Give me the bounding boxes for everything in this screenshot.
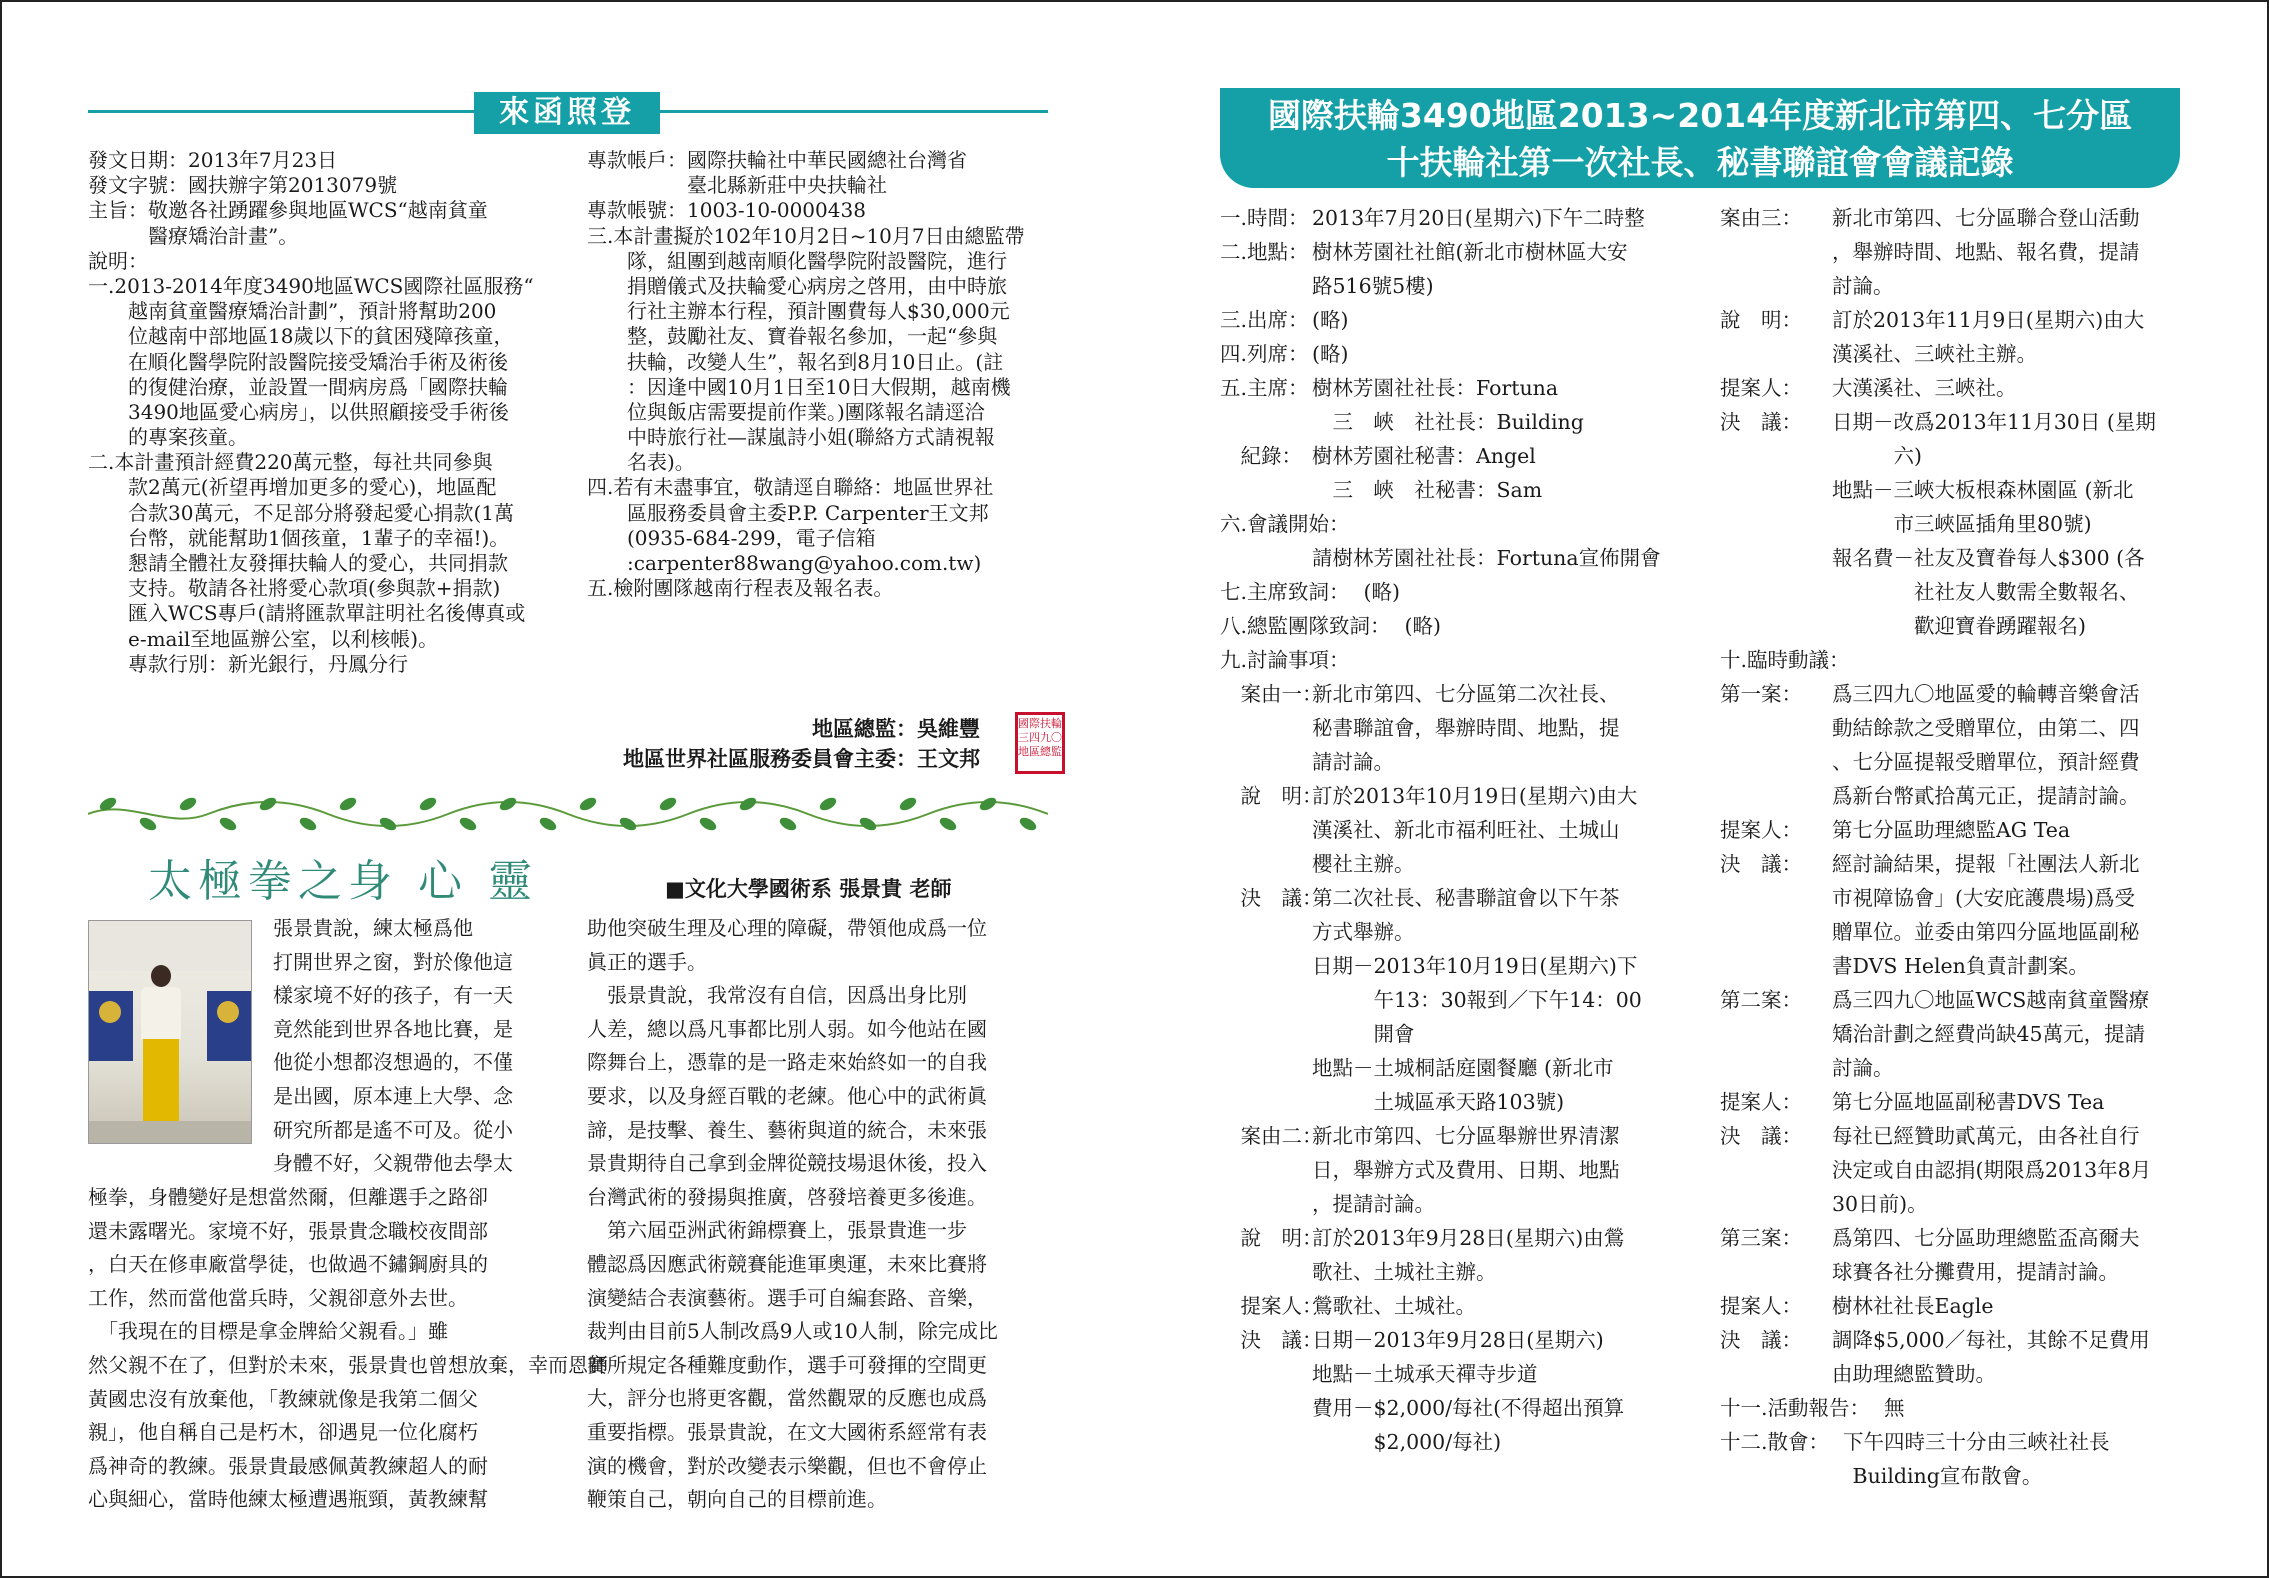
minutes-row-text: 費用－$2,000/每社(不得超出預算 (1312, 1396, 1625, 1420)
minutes-row-label: 決 議： (1720, 1124, 1802, 1148)
notice-line: 臺北縣新莊中央扶輪社 (587, 173, 887, 198)
article-line: 黃國忠沒有放棄他，「教練就像是我第二個父 (88, 1386, 478, 1411)
vine-leaf (498, 795, 519, 813)
article-line: 諦，是技擊、養生、藝術與道的統合，未來張 (587, 1117, 987, 1142)
notice-line: (0935-684-299，電子信箱 (587, 525, 876, 550)
minutes-row-label: 六.會議開始： (1220, 512, 1350, 536)
vine-leaf (978, 795, 999, 813)
minutes-row-label: 提案人： (1720, 818, 1802, 842)
notice-line: 合款30萬元，不足部分將發起愛心捐款(1萬 (88, 500, 514, 525)
minutes-row-label: 紀錄： (1220, 444, 1302, 468)
vine-leaf (458, 815, 479, 833)
vine-leaf (378, 815, 399, 833)
article-line: 重要指標。張景貴說，在文大國術系經常有表 (587, 1419, 987, 1444)
signature-governor: 地區總監：吳維豐 (812, 717, 980, 741)
notice-line: 發文字號：國扶辦字第2013079號 (88, 173, 398, 198)
notice-line: :carpenter88wang@yahoo.com.tw) (587, 551, 982, 575)
notice-line: 三.本計畫擬於102年10月2日~10月7日由總監帶 (587, 223, 1025, 248)
article-line: 「我現在的目標是拿金牌給父親看。」雖 (88, 1319, 448, 1344)
notice-line: 醫療矯治計畫”。 (88, 223, 299, 248)
article-line: 然父親不在了，但對於未來，張景貴也曾想放棄，幸而恩師 (88, 1352, 608, 1377)
minutes-row-label: 說 明： (1720, 308, 1802, 332)
vine-leaf (258, 795, 279, 813)
minutes-row-label: 提案人： (1720, 1294, 1802, 1318)
minutes-row-text: 鶯歌社、土城社。 (1312, 1294, 1476, 1318)
minutes-row-text: (略) (1404, 614, 1441, 638)
minutes-row-label: 決 議： (1220, 1328, 1323, 1352)
vine-leaf (418, 795, 439, 813)
minutes-row-text: 日期－2013年10月19日(星期六)下 (1312, 954, 1638, 978)
author-photo (88, 920, 252, 1144)
minutes-row-text: $2,000/每社) (1312, 1430, 1502, 1454)
minutes-row-text: 爲三四九〇地區WCS越南貧童醫療 (1832, 988, 2150, 1012)
minutes-row-text: 決定或自由認捐(期限爲2013年8月 (1832, 1158, 2152, 1182)
minutes-row-label: 提案人： (1720, 376, 1802, 400)
notice-line: e-mail至地區辦公室，以利核帳)。 (88, 626, 439, 651)
notice-column-2 (587, 148, 1025, 601)
article-column-1 (88, 1181, 608, 1517)
notice-line: 一.2013-2014年度3490地區WCS國際社區服務“ (88, 273, 534, 298)
minutes-row-text: 動結餘款之受贈單位，由第二、四 (1832, 716, 2140, 740)
minutes-row-text: 請討論。 (1312, 750, 1394, 774)
notice-line: 發文日期：2013年7月23日 (88, 148, 338, 172)
minutes-row-text: 由助理總監贊助。 (1832, 1362, 1996, 1386)
minutes-row-text: 地點－三峽大板根森林園區 (新北 (1832, 478, 2134, 502)
minutes-row-text: 日期－改爲2013年11月30日 (星期 (1832, 410, 2156, 434)
notice-line: 專款行別：新光銀行，丹鳳分行 (88, 651, 408, 676)
minutes-row-text: 第七分區地區副秘書DVS Tea (1832, 1090, 2105, 1114)
notice-line: 區服務委員會主委P.P. Carpenter王文邦 (587, 500, 989, 525)
article-line: 鞭策自己，朝向自己的目標前進。 (587, 1487, 887, 1512)
vine-leaf (898, 795, 919, 813)
minutes-row-text: 社社友人數需全數報名、 (1832, 580, 2140, 604)
article-line: 人差，總以爲凡事都比別人弱。如今他站在國 (587, 1016, 987, 1041)
minutes-row-label: 七.主席致詞： (1220, 580, 1350, 604)
notice-line: 匯入WCS專戶(請將匯款單註明社名後傳真或 (88, 601, 526, 626)
minutes-row-text: 日，舉辦方式及費用、日期、地點 (1312, 1158, 1620, 1182)
minutes-row-text: 訂於2013年11月9日(星期六)由大 (1832, 308, 2145, 332)
article-column-1-beside-photo (273, 912, 513, 1181)
notice-line: 二.本計畫預計經費220萬元整，每社共同參與 (88, 450, 493, 475)
article-line: 還未露曙光。家境不好，張景貴念職校夜間部 (88, 1218, 488, 1243)
minutes-row-text: 市視障協會」(大安庇護農場)爲受 (1832, 886, 2135, 910)
minutes-row-label: 九.討論事項： (1220, 648, 1350, 672)
vine-leaf (618, 815, 639, 833)
vine-leaf (538, 815, 559, 833)
vine-leaf (138, 815, 159, 833)
minutes-row-label: 十一.活動報告： (1720, 1396, 1871, 1420)
minutes-row-text: 歡迎寶眷踴躍報名) (1832, 614, 2086, 638)
minutes-row-text: ，舉辦時間、地點、報名費，提請 (1832, 240, 2140, 264)
signature-committee-chair: 地區世界社區服務委員會主委：王文邦 (623, 747, 980, 771)
minutes-row-text: 討論。 (1832, 274, 1894, 298)
minutes-row-text: 市三峽區插角里80號) (1832, 512, 2092, 536)
minutes-row-text: 六) (1832, 444, 1922, 468)
minutes-title-line-2: 十扶輪社第一次社長、秘書聯誼會會議記錄 (1386, 143, 2014, 182)
vine-leaf (298, 815, 319, 833)
minutes-row-label: 說 明： (1220, 784, 1323, 808)
article-line: 演的機會，對於改變表示樂觀，但也不會停止 (587, 1453, 987, 1478)
minutes-row-label: 案由一： (1220, 682, 1323, 706)
minutes-row-text: (略) (1363, 580, 1400, 604)
article-line: 竟然能到世界各地比賽，是 (273, 1016, 513, 1041)
minutes-row-text: 樹林社社長Eagle (1832, 1294, 1994, 1318)
minutes-row-text: 2013年7月20日(星期六)下午二時整 (1312, 206, 1645, 230)
article-line: 演變結合表演藝術。選手可自編套路、音樂， (587, 1285, 987, 1310)
minutes-row-text: 新北市第四、七分區聯合登山活動 (1832, 206, 2140, 230)
article-line: 第六屆亞洲武術錦標賽上，張景貴進一步 (587, 1218, 967, 1243)
notice-line: 的專案孩童。 (88, 425, 248, 450)
minutes-row-text: 漢溪社、新北市福利旺社、土城山 (1312, 818, 1620, 842)
article-title: 太極拳之身 心 靈 (148, 856, 538, 907)
vine-leaf (338, 795, 359, 813)
vine-leaf (218, 815, 239, 833)
article-line: 張景貴說，練太極爲他 (273, 916, 473, 940)
minutes-row-label: 決 議： (1720, 852, 1802, 876)
notice-line: 台幣，就能幫助1個孩童，1輩子的幸福!)。 (88, 525, 510, 550)
article-line: 助他突破生理及心理的障礙，帶領他成爲一位 (587, 916, 987, 940)
minutes-row-label: 提案人： (1220, 1294, 1323, 1318)
article-line: 張景貴說，我常沒有自信，因爲出身比別 (587, 983, 967, 1008)
notice-line: 名表)。 (587, 450, 695, 475)
minutes-row-label: 三.出席： (1220, 308, 1309, 332)
minutes-row-label: 四.列席： (1220, 342, 1309, 366)
minutes-row-text: 每社已經贊助貳萬元，由各社自行 (1832, 1124, 2140, 1148)
notice-line: 在順化醫學院附設醫院接受矯治手術及術後 (88, 349, 508, 374)
minutes-row-label: 十.臨時動議： (1720, 648, 1850, 672)
vine-leaf (818, 795, 839, 813)
minutes-row-text: 30日前)。 (1832, 1192, 1928, 1216)
minutes-row-text: 午13：30報到／下午14：00 (1312, 988, 1642, 1012)
minutes-title-line-1: 國際扶輪3490地區2013~2014年度新北市第四、七分區 (1267, 96, 2133, 135)
minutes-row-text: 訂於2013年9月28日(星期六)由鶯 (1312, 1226, 1625, 1250)
minutes-row-label: 案由三： (1720, 206, 1802, 230)
article-line: 賽所規定各種難度動作，選手可發揮的空間更 (587, 1352, 987, 1377)
minutes-row-label: 提案人： (1720, 1090, 1802, 1114)
vine-leaf (578, 795, 599, 813)
minutes-row-text: 樹林芳園社社長：Fortuna (1312, 376, 1559, 400)
vine-divider (88, 792, 1048, 836)
article-line: ，白天在修車廠當學徒，也做過不鏽鋼廚具的 (88, 1252, 488, 1277)
notice-line: 隊，組團到越南順化醫學院附設醫院，進行 (587, 248, 1007, 273)
minutes-row-text: 三 峽 社社長：Building (1312, 410, 1584, 434)
vine-leaf (858, 815, 879, 833)
minutes-row-text: 第七分區助理總監AG Tea (1832, 818, 2071, 842)
notice-header: 來函照登 (474, 92, 660, 134)
article-line: 眞正的選手。 (587, 949, 707, 974)
notice-line: 五.檢附團隊越南行程表及報名表。 (587, 576, 894, 601)
article-byline: ■文化大學國術系 張景貴 老師 (665, 877, 952, 901)
notice-line: 行社主辦本行程，預計團費每人$30,000元 (587, 299, 1010, 324)
official-seal: 國際扶輪 三四九〇 地區總監 (1015, 712, 1065, 774)
minutes-row-text: 大漢溪社、三峽社。 (1832, 376, 2017, 400)
minutes-row-label: 第二案： (1720, 988, 1802, 1012)
notice-line: 捐贈儀式及扶輪愛心病房之啓用，由中時旅 (587, 273, 1007, 298)
vine-leaf (698, 815, 719, 833)
notice-line: 四.若有未盡事宜，敬請逕自聯絡：地區世界社 (587, 475, 994, 500)
vine-leaf (178, 795, 199, 813)
minutes-row-text: 爲第四、七分區助理總監盃高爾夫 (1832, 1226, 2140, 1250)
minutes-row-text: 新北市第四、七分區舉辦世界清潔 (1312, 1124, 1620, 1148)
minutes-row-label: 十二.散會： (1720, 1430, 1830, 1454)
minutes-row-text: 球賽各社分攤費用，提請討論。 (1832, 1260, 2119, 1284)
minutes-row-label: 決 議： (1720, 1328, 1802, 1352)
notice-line: 位與飯店需要提前作業。)團隊報名請逕洽 (587, 399, 985, 424)
minutes-row-text: 地點－土城桐話庭園餐廳 (新北市 (1312, 1056, 1614, 1080)
minutes-row-text: 秘書聯誼會，舉辦時間、地點，提 (1312, 716, 1620, 740)
minutes-row-text: 討論。 (1832, 1056, 1894, 1080)
article-line: 樣家境不好的孩子，有一天 (273, 983, 513, 1008)
minutes-row-text: 歌社、土城社主辦。 (1312, 1260, 1497, 1284)
notice-line: 支持。敬請各社將愛心款項(參與款+捐款) (88, 576, 501, 601)
article-line: 極拳，身體變好是想當然爾，但離選手之路卻 (88, 1185, 488, 1209)
minutes-row-text: 樹林芳園社社館(新北市樹林區大安 (1312, 240, 1628, 264)
minutes-row-text: 、七分區提報受贈單位，預計經費 (1832, 750, 2140, 774)
article-line: 親」，他自稱自己是朽木，卻遇見一位化腐朽 (88, 1420, 478, 1445)
notice-line: 說明： (88, 248, 148, 273)
minutes-row-text: 日期－2013年9月28日(星期六) (1312, 1328, 1604, 1352)
vine-leaf (778, 815, 799, 833)
minutes-row-text: 方式舉辦。 (1312, 920, 1415, 944)
notice-line: 3490地區愛心病房」，以供照顧接受手術後 (88, 399, 509, 424)
minutes-row-text: 無 (1884, 1396, 1905, 1420)
notice-line: 的復健治療，並設置一間病房爲「國際扶輪 (88, 374, 508, 399)
vine-leaf (1018, 815, 1039, 833)
article-line: 工作，然而當他當兵時，父親卻意外去世。 (88, 1285, 468, 1310)
minutes-row-text: 請樹林芳園社社長：Fortuna宣佈開會 (1312, 546, 1661, 570)
article-line: 際舞台上，憑靠的是一路走來始終如一的自我 (587, 1050, 987, 1075)
notice-line: 款2萬元(祈望再增加更多的愛心)，地區配 (88, 475, 497, 500)
notice-line: 整，鼓勵社友、寶眷報名參加，一起“參與 (587, 324, 998, 349)
article-line: 打開世界之窗，對於像他這 (273, 949, 513, 974)
vine-leaf (938, 815, 959, 833)
minutes-row-text: 下午四時三十分由三峽社社長 (1843, 1430, 2110, 1454)
notice-line: 位越南中部地區18歲以下的貧困殘障孩童， (88, 324, 514, 349)
minutes-row-text: 調降$5,000／每社，其餘不足費用 (1832, 1328, 2150, 1352)
article-line: 是出國，原本連上大學、念 (273, 1083, 513, 1108)
minutes-row-label: 二.地點： (1220, 240, 1309, 264)
notice-line: 懇請全體社友發揮扶輪人的愛心，共同捐款 (88, 551, 508, 575)
article-line: 他從小想都沒想過的，不僅 (273, 1050, 513, 1075)
article-line: 身體不好，父親帶他去學太 (273, 1151, 513, 1176)
vine-leaf (738, 795, 759, 813)
minutes-row-text: 報名費－社友及寶眷每人$300 (各 (1832, 546, 2145, 570)
article-line: 景貴期待自己拿到金牌從競技場退休後，投入 (587, 1151, 987, 1176)
minutes-row-text: 開會 (1312, 1022, 1415, 1046)
minutes-row-label: 五.主席： (1220, 376, 1309, 400)
notice-line: 專款帳號：1003-10-0000438 (587, 198, 866, 223)
minutes-row-text: 爲新台幣貳拾萬元正，提請討論。 (1832, 784, 2140, 808)
minutes-row-label: 一.時間： (1220, 206, 1309, 230)
minutes-row-text: 第二次社長、秘書聯誼會以下午茶 (1312, 886, 1620, 910)
minutes-row-text: 三 峽 社秘書：Sam (1312, 478, 1543, 502)
article-line: 要求，以及身經百戰的老練。他心中的武術眞 (587, 1083, 987, 1108)
article-line: 大，評分也將更客觀，當然觀眾的反應也成爲 (587, 1386, 987, 1411)
minutes-title-band (1220, 88, 2180, 188)
notice-line: 主旨：敬邀各社踴躍參與地區WCS“越南貧童 (88, 198, 488, 223)
minutes-row-text: 矯治計劃之經費尚缺45萬元，提請 (1832, 1022, 2146, 1046)
notice-line: 越南貧童醫療矯治計劃”，預計將幫助200 (88, 299, 497, 324)
minutes-row-text: 書DVS Helen負責計劃案。 (1832, 954, 2089, 978)
article-line: 研究所都是遙不可及。從小 (273, 1117, 513, 1142)
article-column-2 (587, 912, 998, 1517)
minutes-row-text: Building宣布散會。 (1832, 1464, 2043, 1488)
minutes-row-text: ，提請討論。 (1312, 1192, 1435, 1216)
minutes-row-text: (略) (1312, 308, 1349, 332)
article-line: 台灣武術的發揚與推廣，啓發培養更多後進。 (587, 1184, 987, 1209)
minutes-row-label: 八.總監團隊致詞： (1220, 614, 1391, 638)
notice-column-1 (88, 148, 534, 677)
minutes-row-label: 第一案： (1720, 682, 1802, 706)
minutes-row-text: 櫻社主辦。 (1312, 852, 1415, 876)
minutes-row-text: 新北市第四、七分區第二次社長、 (1312, 682, 1620, 706)
minutes-row-text: 路516號5樓) (1312, 274, 1434, 298)
minutes-row-label: 決 議： (1220, 886, 1323, 910)
minutes-row-text: 樹林芳園社秘書：Angel (1312, 444, 1536, 468)
article-line: 裁判由目前5人制改爲9人或10人制，除完成比 (587, 1319, 998, 1344)
notice-line: 專款帳戶：國際扶輪社中華民國總社台灣省 (587, 148, 967, 172)
notice-line: 中時旅行社—謀嵐詩小姐(聯絡方式請視報 (587, 425, 995, 450)
minutes-row-label: 案由二： (1220, 1124, 1323, 1148)
minutes-row-label: 決 議： (1720, 410, 1802, 434)
article-line: 爲神奇的教練。張景貴最感佩黃教練超人的耐 (88, 1453, 488, 1478)
minutes-row-text: 經討論結果，提報「社團法人新北 (1832, 852, 2140, 876)
minutes-row-text: 土城區承天路103號) (1312, 1090, 1565, 1114)
minutes-row-text: 漢溪社、三峽社主辦。 (1832, 342, 2037, 366)
minutes-row-text: 贈單位。並委由第四分區地區副秘 (1832, 920, 2140, 944)
minutes-row-label: 第三案： (1720, 1226, 1802, 1250)
article-line: 體認爲因應武術競賽能進軍奧運，未來比賽將 (587, 1251, 987, 1276)
minutes-row-text: 地點－土城承天禪寺步道 (1312, 1362, 1538, 1386)
minutes-row-text: 訂於2013年10月19日(星期六)由大 (1312, 784, 1638, 808)
notice-line: ：因逢中國10月1日至10日大假期，越南機 (587, 374, 1011, 399)
notice-line: 扶輪，改變人生”，報名到8月10日止。(註 (587, 349, 1004, 374)
minutes-row-label: 說 明： (1220, 1226, 1323, 1250)
minutes-row-text: (略) (1312, 342, 1349, 366)
article-line: 心與細心，當時他練太極遭遇瓶頸，黃教練幫 (88, 1487, 488, 1512)
vine-leaf (658, 795, 679, 813)
minutes-row-text: 爲三四九〇地區愛的輪轉音樂會活 (1832, 682, 2140, 706)
